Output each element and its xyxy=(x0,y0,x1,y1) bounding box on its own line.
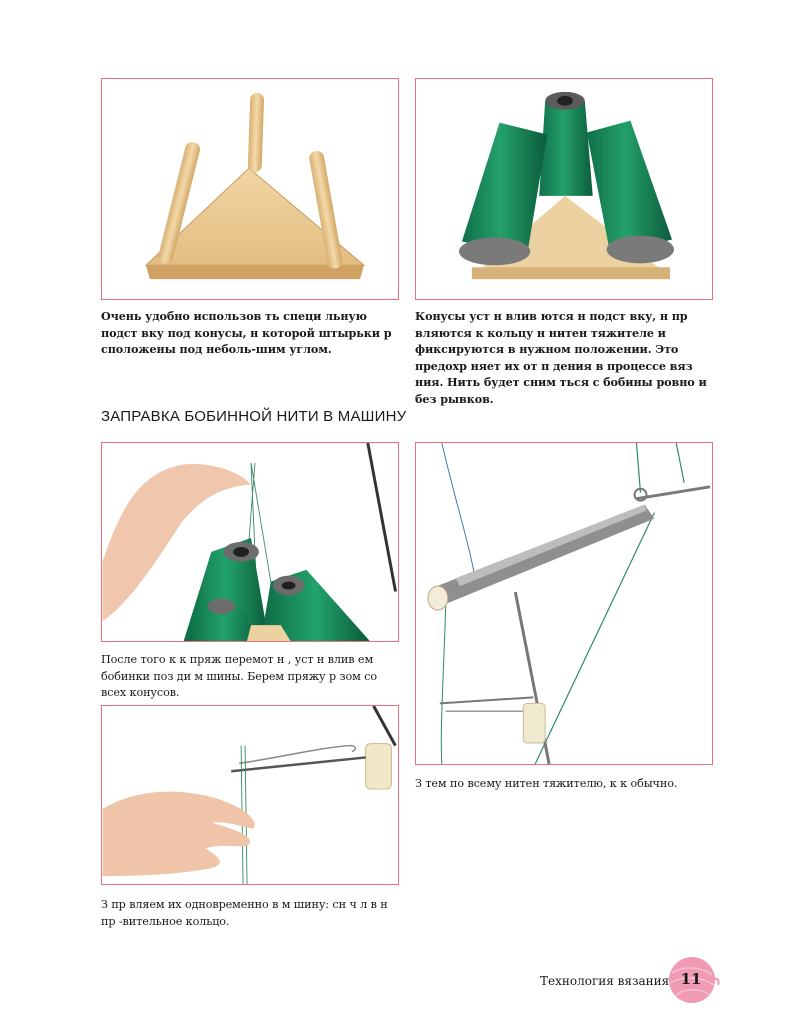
caption-hand-ring: З пр вляем их одновременно в м шину: сн ч л в н пр -вительное кольцо. xyxy=(101,898,388,928)
tension-arm-illustration xyxy=(416,443,712,764)
caption-hand-yarn: После того к к пряж перемот н , уст н влив ем бобинки поз ди м шины. Берем пряжу р зом со всех конусов. xyxy=(101,653,377,699)
hand-yarn-illustration xyxy=(102,443,398,641)
cones-on-stand-illustration xyxy=(416,79,712,299)
photo-cones-on-stand xyxy=(415,78,713,300)
page-number-badge xyxy=(666,955,720,1005)
page-number: 11 xyxy=(680,970,702,988)
caption-cones-on-stand: Конусы уст н влив ются н подст вку, н пр вляются к кольцу н нитен тяжителе и фиксируются в нужном положении. Это предохр няет их от п дения в процессе вяз ния. Нить будет сним ться с бобины ровно и без рывков. xyxy=(415,309,707,406)
hand-ring-illustration xyxy=(102,706,398,884)
cone-stand-illustration xyxy=(102,79,398,299)
photo-cone-stand xyxy=(101,78,399,300)
photo-hand-ring xyxy=(101,705,399,885)
photo-hand-yarn xyxy=(101,442,399,642)
photo-tension-arm xyxy=(415,442,713,765)
footer-section-label: Технология вязания xyxy=(540,974,670,988)
section-heading: ЗАПРАВКА БОБИННОЙ НИТИ В МАШИНУ xyxy=(101,408,407,425)
caption-cone-stand: Очень удобно использов ть специ льную подст вку под конусы, н которой штырьки р сположены под неболь-шим углом. xyxy=(101,309,392,356)
caption-tension-arm: З тем по всему нитен тяжителю, к к обычно. xyxy=(415,777,678,790)
